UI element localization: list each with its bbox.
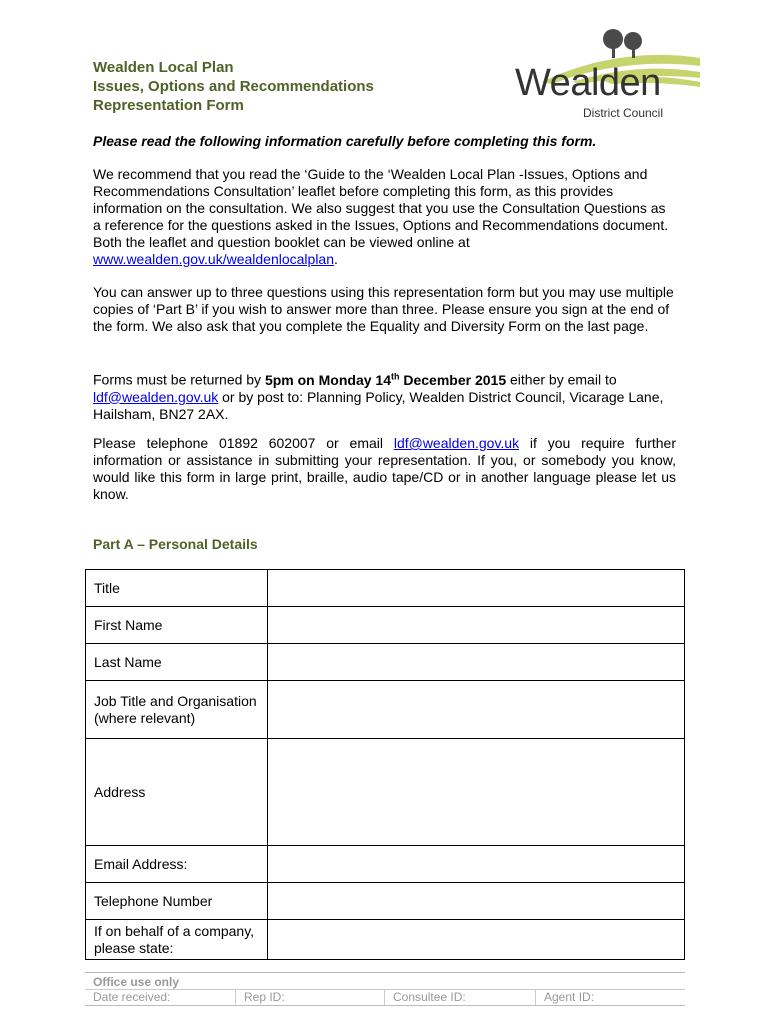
tree-crown-2 (624, 32, 642, 50)
table-row (86, 846, 685, 883)
local-plan-link[interactable]: www.wealden.gov.uk/wealdenlocalplan (93, 251, 335, 267)
telephone-label: Telephone Number (86, 883, 268, 920)
email-label: Email Address: (86, 846, 268, 883)
table-row (86, 644, 685, 681)
title-label: Title (86, 570, 268, 607)
table-row (86, 883, 685, 920)
agent-id-label: Agent ID: (544, 990, 595, 1004)
table-row (86, 681, 685, 739)
email-link-return[interactable]: ldf@wealden.gov.uk (93, 388, 219, 405)
table-row (86, 920, 685, 960)
paragraph-guide (93, 166, 676, 268)
table-row (86, 570, 685, 607)
table-row (86, 607, 685, 644)
deadline-superscript: th (390, 371, 400, 381)
paragraph-answers: You can answer up to three questions using this representation form but you may use multiple copies of ‘Part B’ if you wish to answer more than three. Please ensure you sign at the end of the form. We also ask that you complete the Equality and Diversity Form on the last page. (93, 284, 674, 334)
part-a-heading: Part A – Personal Details (93, 536, 258, 552)
job-title-field[interactable] (268, 681, 685, 739)
logo-wordmark: Wealden (515, 62, 661, 104)
paragraph-return (93, 368, 676, 423)
date-received-label: Date received: (85, 990, 236, 1005)
intro-instruction: Please read the following information carefully before completing this form. (93, 133, 597, 149)
paragraph-guide-end: . (334, 251, 338, 267)
document-title (93, 58, 374, 115)
first-name-field[interactable] (268, 607, 685, 644)
paragraph-guide-text: We recommend that you read the ‘Guide to the ‘Wealden Local Plan -Issues, Options and Recommendations Consultation’ leaflet before completing this form, as this provides information on the consultation. We also suggest that you use the Consultation Questions as a reference for the questions asked in the Issues, Options and Recommendations document. Both the leaflet and question booklet can be viewed online at (93, 166, 669, 250)
office-use-row (85, 990, 685, 1005)
address-label: Address (86, 739, 268, 846)
logo-subtitle: District Council (583, 106, 664, 120)
first-name-label: First Name (86, 607, 268, 644)
last-name-field[interactable] (268, 644, 685, 681)
company-field[interactable] (268, 920, 685, 960)
title-line-1: Wealden Local Plan (93, 59, 234, 76)
job-title-label: Job Title and Organisation (where relevant) (86, 681, 268, 739)
return-text-mid: either by email to (506, 371, 617, 388)
email-link-contact[interactable]: ldf@wealden.gov.uk (393, 435, 520, 451)
contact-text-post: if you require further information or assistance in submitting your representation. If you, or somebody you know, would like this form in large print, braille, audio tape/CD or in another language please let us know. (93, 435, 676, 502)
consultee-id-label: Consultee ID: (385, 990, 536, 1005)
last-name-label: Last Name (86, 644, 268, 681)
personal-details-table (85, 569, 685, 960)
office-use-title: Office use only (85, 973, 685, 990)
title-field[interactable] (268, 570, 685, 607)
return-text-pre: Forms must be returned by (93, 371, 265, 388)
deadline-part-1: 5pm on Monday 14 (264, 371, 391, 388)
company-label: If on behalf of a company, please state: (86, 920, 268, 960)
address-field[interactable] (268, 739, 685, 846)
table-row (86, 739, 685, 846)
tree-crown-1 (603, 29, 623, 49)
paragraph-contact (93, 435, 676, 503)
contact-text-pre: Please telephone 01892 602007 or email (93, 435, 394, 451)
title-line-2: Issues, Options and Recommendations (93, 78, 374, 95)
telephone-field[interactable] (268, 883, 685, 920)
return-text-post: or by post to: Planning Policy, Wealden District Council, Vicarage Lane, Hailsham, BN27 2AX. (93, 388, 664, 422)
deadline-date (265, 372, 506, 388)
rep-id-label: Rep ID: (236, 990, 385, 1005)
office-use-box (85, 972, 685, 1006)
deadline-part-2: December 2015 (399, 371, 507, 388)
title-line-3: Representation Form (93, 97, 244, 114)
email-field[interactable] (268, 846, 685, 883)
